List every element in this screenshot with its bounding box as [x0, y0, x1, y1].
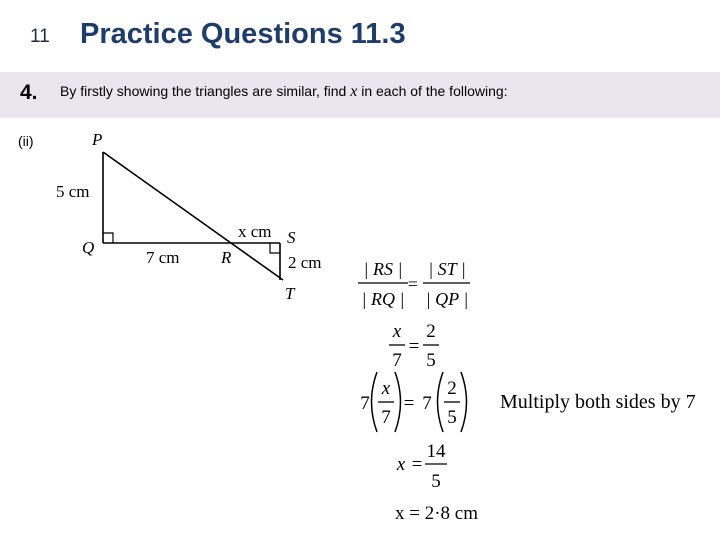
side-pt [103, 152, 283, 280]
ratio-den-left: | RQ | [361, 289, 405, 309]
step4-num: 14 [426, 441, 446, 462]
step3-7: 7 [381, 407, 391, 428]
step3-5: 5 [447, 407, 457, 428]
step4-x: x [396, 454, 406, 475]
question-text-before: By firstly showing the triangles are similar, find [60, 83, 351, 99]
paren-open-left [372, 372, 378, 432]
length-st: 2 cm [288, 253, 322, 272]
length-rs: x cm [238, 222, 272, 241]
step4-den: 5 [431, 471, 441, 492]
question-text-after: in each of the following: [357, 83, 508, 99]
step2-equals: = [408, 336, 420, 357]
length-pq: 5 cm [56, 182, 90, 201]
multiply-note: Multiply both sides by 7 [500, 391, 696, 413]
ratio-equation [362, 259, 469, 309]
multiplier-right: 7 [422, 393, 432, 414]
similar-triangles-diagram [103, 152, 283, 280]
ratio-den-right: | QP | [425, 289, 469, 309]
paren-close-right [461, 372, 467, 432]
chapter-number: 11 [30, 26, 50, 47]
paren-close-left [395, 372, 401, 432]
ratio-equals: = [407, 274, 419, 294]
right-angle-marker-q [103, 233, 113, 243]
step2-x: x [392, 321, 402, 342]
label-r: R [221, 248, 232, 267]
label-t: T [285, 284, 295, 303]
label-q: Q [82, 238, 95, 257]
step2-7: 7 [392, 350, 402, 371]
paren-open-right [438, 372, 444, 432]
step2-5: 5 [426, 350, 436, 371]
multiplier-left: 7 [360, 393, 370, 414]
length-qr: 7 cm [146, 248, 180, 267]
step3-equals: = [403, 393, 415, 414]
step4-equals: = [411, 454, 423, 475]
multiply-equation [360, 378, 457, 428]
slide-title: Practice Questions 11.3 [80, 18, 406, 50]
ratio-num-left: | RS | [363, 259, 403, 279]
part-label: (ii) [18, 133, 34, 149]
question-variable: x [350, 83, 358, 100]
step2-2: 2 [426, 321, 436, 342]
ratio-num-right: | ST | [428, 259, 466, 279]
result-fraction-equation [396, 441, 446, 492]
proportion-equation [392, 321, 436, 371]
right-angle-marker-s [270, 243, 280, 253]
label-s: S [287, 228, 296, 247]
label-p: P [92, 130, 103, 149]
step3-2: 2 [447, 378, 457, 399]
final-answer: x = 2·8 cm [395, 503, 479, 524]
step3-x: x [381, 378, 391, 399]
question-number: 4. [20, 81, 38, 104]
